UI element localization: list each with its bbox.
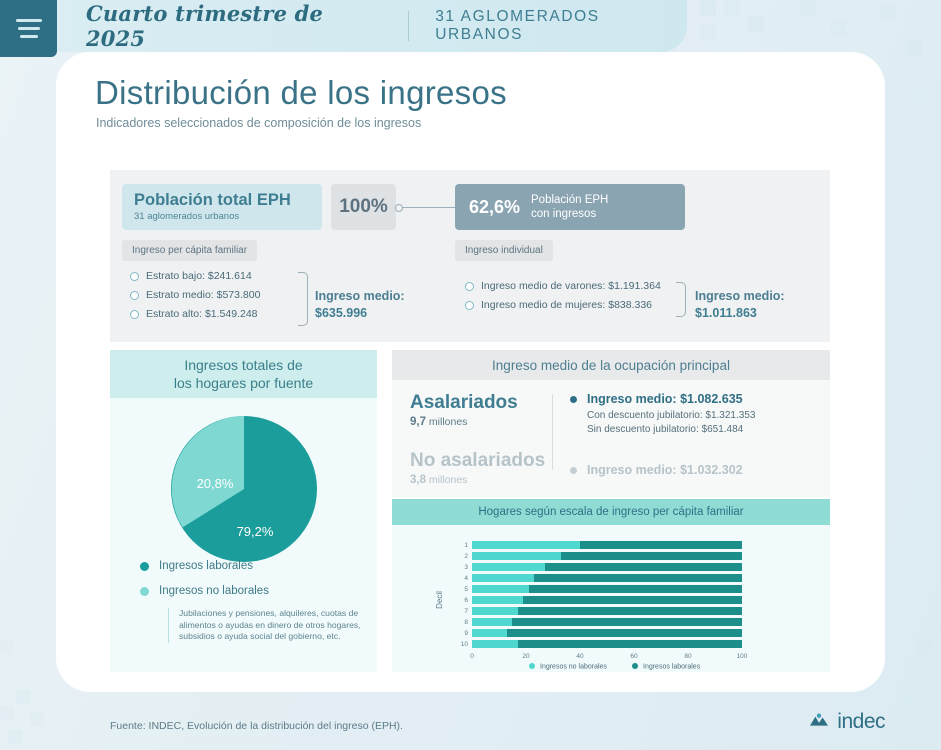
bracket-left <box>298 272 308 326</box>
svg-text:80: 80 <box>684 653 692 660</box>
occupation-title-label: Ingreso medio de la ocupación principal <box>492 357 730 373</box>
income-mean-per-capita <box>315 288 405 322</box>
title-line-2: los hogares por fuente <box>173 375 314 391</box>
strata-item-label: Estrato medio: $573.800 <box>146 289 261 301</box>
tag-income-individual: Ingreso individual <box>455 240 553 261</box>
by-sex-item-label: Ingreso medio de mujeres: $838.336 <box>481 299 653 311</box>
income-mean-label: Ingreso medio: $1.082.635 <box>587 392 743 406</box>
header-divider <box>408 11 409 41</box>
svg-text:9: 9 <box>464 630 468 637</box>
decile-title-label: Hogares según escala de ingreso per cápita familiar <box>478 506 744 518</box>
legend-label: Ingresos laborales <box>159 560 253 572</box>
list-item <box>130 308 260 320</box>
pie-label-laborales: 79,2% <box>236 524 274 539</box>
svg-text:40: 40 <box>576 653 584 660</box>
category-label: No asalariados <box>410 450 546 471</box>
x-axis <box>470 653 748 660</box>
list-item <box>465 280 661 292</box>
svg-text:3: 3 <box>464 564 468 571</box>
strata-list <box>130 270 260 327</box>
list-item <box>465 299 661 311</box>
svg-text:Ingresos laborales: Ingresos laborales <box>643 663 701 671</box>
income-mean-label: Ingreso medio: <box>315 289 405 303</box>
decile-bar-chart <box>392 525 830 672</box>
label-line-2: con ingresos <box>531 208 597 220</box>
population-total-subtitle: 31 aglomerados urbanos <box>134 211 240 222</box>
header-title: Cuarto trimestre de 2025 <box>86 1 324 51</box>
title-line-1: Ingresos totales de <box>184 357 303 373</box>
strata-item-label: Estrato alto: $1.549.248 <box>146 308 258 320</box>
bracket-right <box>676 282 686 317</box>
legend-item <box>140 585 269 597</box>
income-detail-with: Con descuento jubilatorio: $1.321.353 <box>587 410 756 421</box>
circle-bullet-icon <box>465 301 474 310</box>
count-unit: millones <box>428 416 468 428</box>
income-mean-individual <box>695 288 785 322</box>
indec-logo <box>808 710 885 734</box>
occupation-values <box>570 392 755 483</box>
decile-card <box>392 499 830 672</box>
svg-text:5: 5 <box>464 586 468 593</box>
percent-total-value: 100% <box>339 196 388 217</box>
occupation-categories <box>410 392 550 486</box>
page-subtitle: Indicadores seleccionados de composición de los ingresos <box>96 116 422 130</box>
income-detail <box>587 409 755 437</box>
svg-text:4: 4 <box>464 575 468 582</box>
occupation-income-card <box>392 350 830 497</box>
pie-label-no-laborales: 20,8% <box>196 476 234 491</box>
count-value: 3,8 <box>410 474 426 486</box>
count-unit: millones <box>428 474 468 486</box>
list-item <box>130 270 260 282</box>
decile-legend <box>529 663 701 671</box>
occupation-divider <box>552 394 553 470</box>
pie-chart-svg <box>165 410 323 568</box>
bullet-icon <box>570 467 577 474</box>
income-mean-value: $635.996 <box>315 306 368 320</box>
occupation-value-row <box>570 392 755 437</box>
flow-connector <box>398 207 456 208</box>
income-mean-label: Ingreso medio: $1.032.302 <box>587 463 743 477</box>
income-mean-value: $1.011.863 <box>695 306 757 320</box>
income-mean-label: Ingreso medio: <box>695 289 785 303</box>
decile-card-title <box>392 499 830 525</box>
svg-text:100: 100 <box>736 653 748 660</box>
pie-legend <box>140 560 269 610</box>
occupation-value-row <box>570 463 755 477</box>
occupation-category-asalariados <box>410 392 550 428</box>
bullet-icon <box>570 396 577 403</box>
population-total-title: Población total EPH <box>134 191 291 209</box>
population-total-box <box>122 184 322 230</box>
percent-total-box <box>331 184 396 230</box>
indec-logo-text: indec <box>837 710 885 733</box>
population-with-income-box <box>455 184 685 230</box>
bar-rows <box>461 541 742 648</box>
svg-text:6: 6 <box>464 597 468 604</box>
legend-note: Jubilaciones y pensiones, alquileres, cuotas de alimentos o ayudas en dinero de otros hogares, subsidios o ayuda social del gobierno, etc. <box>168 608 369 643</box>
list-item <box>130 289 260 301</box>
households-income-source-card <box>110 350 377 672</box>
legend-swatch-icon <box>140 562 149 571</box>
header-subtitle: 31 AGLOMERADOS URBANOS <box>435 8 600 43</box>
circle-bullet-icon <box>130 310 139 319</box>
svg-text:7: 7 <box>464 608 468 615</box>
population-with-income-label <box>531 193 608 221</box>
svg-text:8: 8 <box>464 619 468 626</box>
income-detail-without: Sin descuento jubilatorio: $651.484 <box>587 424 744 435</box>
tag-income-per-capita: Ingreso per cápita familiar <box>122 240 257 261</box>
category-label: Asalariados <box>410 392 518 413</box>
hamburger-icon[interactable] <box>0 0 57 57</box>
svg-text:Ingresos no laborales: Ingresos no laborales <box>540 663 607 671</box>
indec-logo-mark-icon <box>808 713 830 731</box>
category-count <box>410 416 550 428</box>
legend-item <box>140 560 269 572</box>
households-card-title <box>110 350 377 398</box>
legend-label: Ingresos no laborales <box>159 585 269 597</box>
legend-swatch-icon <box>140 587 149 596</box>
circle-bullet-icon <box>130 291 139 300</box>
svg-text:10: 10 <box>460 641 468 648</box>
svg-text:0: 0 <box>470 653 474 660</box>
label-line-1: Población EPH <box>531 194 609 206</box>
population-with-income-percent: 62,6% <box>469 196 521 217</box>
occupation-card-title <box>392 350 830 380</box>
page-title: Distribución de los ingresos <box>95 74 507 111</box>
source-note: Fuente: INDEC, Evolución de la distribución del ingreso (EPH). <box>110 720 403 732</box>
strata-item-label: Estrato bajo: $241.614 <box>146 270 252 282</box>
count-value: 9,7 <box>410 416 426 428</box>
svg-text:20: 20 <box>522 653 530 660</box>
pie-chart <box>165 410 323 568</box>
circle-bullet-icon <box>465 282 474 291</box>
category-count <box>410 474 550 486</box>
income-distribution-panel <box>110 170 830 342</box>
occupation-category-no-asalariados <box>410 450 550 486</box>
svg-text:1: 1 <box>464 542 468 549</box>
circle-bullet-icon <box>130 272 139 281</box>
by-sex-list <box>465 280 661 318</box>
axis-label-decil: Decil <box>435 591 444 609</box>
svg-text:2: 2 <box>464 553 468 560</box>
header-bar <box>57 0 687 52</box>
svg-text:60: 60 <box>630 653 638 660</box>
by-sex-item-label: Ingreso medio de varones: $1.191.364 <box>481 280 661 292</box>
